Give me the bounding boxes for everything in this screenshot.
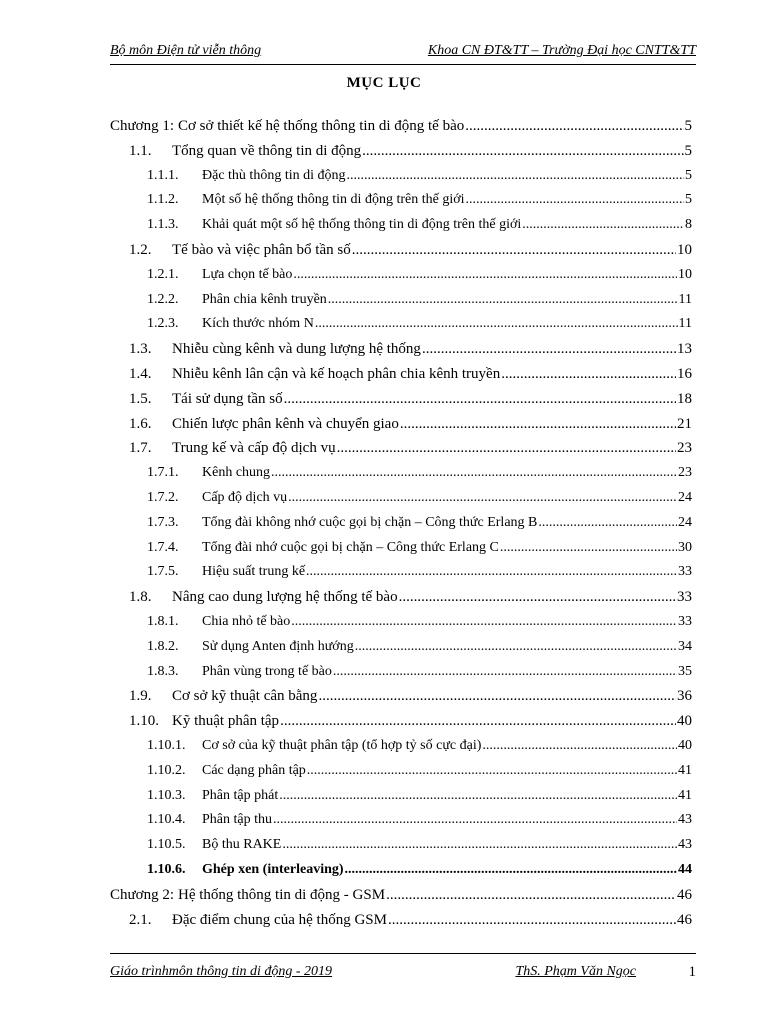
toc-entry-title: Kênh chung [202,465,271,481]
toc-entry-page: 24 [678,514,692,530]
toc-dot-leader [307,759,677,784]
toc-entry-number: 1.2.3. [147,316,179,332]
toc-entry-page: 16 [677,365,692,382]
toc-dot-leader [386,883,676,908]
toc-entry-number: 1.4. [129,365,152,382]
toc-entry-number: 1.7.4. [147,539,179,555]
toc-entry-title: Tổng đài không nhớ cuộc gọi bị chặn – Công thức Erlang B [202,514,538,530]
toc-entry[interactable] [110,709,692,734]
toc-entry-number: Chương 1: [110,118,174,134]
page-number: 1 [688,964,696,980]
toc-entry-page: 10 [677,241,692,258]
toc-entry-title: Hệ thống thông tin di động - GSM [177,886,386,903]
toc-entry-title: Tổng quan về thông tin di động [172,142,362,159]
toc-entry-title: Tổng đài nhớ cuộc gọi bị chặn – Công thức Erlang C [202,539,499,555]
toc-entry-number: 1.7.5. [147,564,179,580]
toc-dot-leader [482,734,677,759]
toc-entry-title: Nâng cao dung lượng hệ thống tế bào [172,589,398,606]
toc-entry-page: 36 [677,688,692,705]
toc-dot-leader [280,709,676,734]
toc-entry-page: 33 [678,564,692,580]
page-header [110,40,696,65]
toc-entry-title: Tế bào và việc phân bổ tần số [172,241,351,258]
toc-entry-page: 41 [678,762,692,778]
toc-entry-title: Bộ thu RAKE [202,837,282,853]
toc-dot-leader [388,908,676,933]
toc-entry-page: 5 [684,142,692,159]
toc-entry-title: Tái sử dụng tần số [172,390,283,407]
toc-entry-title: Một số hệ thống thông tin di động trên thế giới [202,192,465,208]
toc-entry[interactable] [110,263,692,288]
toc-entry-title: Kích thước nhóm N [202,316,314,332]
toc-entry[interactable] [110,412,692,437]
toc-entry-title: Ghép xen (interleaving) [202,861,344,877]
toc-entry[interactable] [110,288,692,313]
toc-entry-page: 34 [678,638,692,654]
toc-entry[interactable] [110,908,692,933]
toc-entry[interactable] [110,883,692,908]
footer-author: ThS. Phạm Văn Ngọc [515,964,636,979]
header-faculty: Khoa CN ĐT&TT – Trường Đại học CNTT&TT [427,43,696,58]
header-department: Bộ môn Điện tử viễn thông [110,43,262,58]
toc-dot-leader [306,560,677,585]
toc-entry-page: 33 [678,613,692,629]
toc-entry-number: 1.8.2. [147,638,179,654]
toc-entry-number: 1.8. [129,589,152,606]
footer-course: Giáo trìnhmôn thông tin di động - 2019 [110,964,333,979]
toc-entry[interactable] [110,833,692,858]
toc-entry-title: Chia nhỏ tế bào [202,613,291,629]
toc-entry-title: Trung kế và cấp độ dịch vụ [172,440,336,457]
toc-entry[interactable] [110,635,692,660]
toc-dot-leader [466,188,685,213]
toc-entry[interactable] [110,560,692,585]
toc-entry[interactable] [110,486,692,511]
toc-entry-number: 1.10.6. [147,861,186,877]
toc-entry[interactable] [110,188,692,213]
toc-entry-number: 1.10. [129,713,159,730]
page-footer [110,953,696,982]
toc-entry-number: Chương 2: [110,886,174,903]
toc-entry[interactable] [110,362,692,387]
toc-entry-title: Phân chia kênh truyền [202,291,327,307]
toc-entry[interactable] [110,734,692,759]
toc-dot-leader [347,164,685,189]
toc-entry-number: 1.2. [129,241,152,258]
toc-entry-title: Phân tập thu [202,812,272,828]
toc-entry-page: 35 [678,663,692,679]
toc-dot-leader [355,635,677,660]
toc-entry-title: Kỹ thuật phân tập [172,713,280,730]
toc-dot-leader [318,684,676,709]
toc-entry-page: 33 [677,589,692,606]
toc-dot-leader [293,263,677,288]
toc-dot-leader [273,808,677,833]
toc-entry[interactable] [110,536,692,561]
toc-dot-leader [500,536,677,561]
toc-dot-leader [345,858,677,883]
toc-dot-leader [465,114,683,139]
toc-entry[interactable] [110,511,692,536]
toc-entry-title: Cơ sở thiết kế hệ thống thông tin di động tế bào [177,118,465,134]
toc-entry[interactable] [110,585,692,610]
toc-entry-title: Đặc thù thông tin di động [202,167,346,183]
toc-dot-leader [271,461,677,486]
toc-entry[interactable] [110,312,692,337]
toc-entry-page: 43 [678,837,692,853]
toc-entry[interactable] [110,387,692,412]
toc-entry-title: Cơ sở của kỹ thuật phân tập (tổ hợp tỷ số cực đại) [202,737,482,753]
toc-entry-number: 1.5. [129,390,152,407]
toc-dot-leader [315,312,678,337]
toc-entry-title: Các dạng phân tập [202,762,306,778]
toc-entry-title: Hiệu suất trung kế [202,564,306,580]
toc-entry-page: 11 [678,291,692,307]
toc-entry[interactable] [110,337,692,362]
toc-dot-leader [288,486,677,511]
toc-entry-page: 46 [677,911,692,928]
toc-entry-number: 1.2.1. [147,266,179,282]
toc-entry-page: 43 [678,812,692,828]
toc-entry-number: 1.1.1. [147,167,179,183]
toc-entry-title: Khải quát một số hệ thống thông tin di động trên thế giới [202,217,522,233]
toc-dot-leader [400,412,676,437]
toc-entry-number: 1.10.5. [147,837,186,853]
toc-entry-page: 5 [684,118,692,134]
toc-dot-leader [279,784,677,809]
toc-entry-number: 1.9. [129,688,152,705]
toc-entry-page: 24 [678,489,692,505]
toc-dot-leader [333,660,677,685]
toc-entry-number: 1.2.2. [147,291,179,307]
toc-dot-leader [282,833,677,858]
toc-entry-number: 1.6. [129,415,152,432]
toc-entry-title: Chiến lược phân kênh và chuyển giao [172,415,399,432]
toc-entry-title: Nhiễu kênh lân cận và kế hoạch phân chia kênh truyền [172,365,501,382]
page-title: MỤC LỤC [346,75,422,91]
toc-entry-page: 23 [677,440,692,457]
toc-dot-leader [291,610,677,635]
toc-entry-page: 8 [685,217,692,233]
toc-dot-leader [538,511,677,536]
toc-entry-page: 40 [678,737,692,753]
toc-entry-page: 18 [677,390,692,407]
toc-entry-number: 1.7.2. [147,489,179,505]
toc-dot-leader [352,238,676,263]
toc-entry-number: 2.1. [129,911,152,928]
table-of-contents [110,114,692,932]
toc-dot-leader [422,337,676,362]
toc-entry-title: Nhiễu cùng kênh và dung lượng hệ thống [172,341,421,358]
toc-entry-page: 13 [677,341,692,358]
toc-entry[interactable] [110,610,692,635]
toc-entry-number: 1.8.3. [147,663,179,679]
toc-entry-number: 1.7.1. [147,465,179,481]
toc-entry-page: 44 [678,861,692,877]
toc-entry-page: 40 [677,713,692,730]
toc-dot-leader [522,213,684,238]
toc-entry-number: 1.7. [129,440,152,457]
toc-entry-number: 1.10.3. [147,787,186,803]
toc-entry[interactable] [110,164,692,189]
toc-entry-title: Đặc điểm chung của hệ thống GSM [172,911,387,928]
toc-entry-number: 1.8.1. [147,613,179,629]
toc-entry-number: 1.1.2. [147,192,179,208]
toc-dot-leader [399,585,676,610]
toc-entry-page: 5 [685,167,692,183]
toc-entry[interactable] [110,436,692,461]
toc-entry-title: Lựa chọn tế bào [202,266,293,282]
toc-entry[interactable] [110,858,692,883]
toc-entry[interactable] [110,808,692,833]
toc-dot-leader [337,436,676,461]
toc-entry-page: 41 [678,787,692,803]
toc-entry[interactable] [110,684,692,709]
toc-entry-title: Sử dụng Anten định hướng [202,638,354,654]
toc-entry[interactable] [110,461,692,486]
toc-entry[interactable] [110,139,692,164]
toc-dot-leader [501,362,676,387]
toc-entry-number: 1.1.3. [147,217,179,233]
toc-entry-page: 10 [678,266,692,282]
toc-entry[interactable] [110,660,692,685]
toc-entry-number: 1.3. [129,341,152,358]
toc-entry-page: 11 [678,316,692,332]
toc-entry[interactable] [110,759,692,784]
toc-entry-title: Cơ sở kỹ thuật cân bằng [172,688,318,705]
toc-entry-title: Cấp độ dịch vụ [202,489,288,505]
toc-entry-page: 5 [685,192,692,208]
toc-dot-leader [362,139,683,164]
toc-dot-leader [284,387,676,412]
toc-entry-number: 1.10.2. [147,762,186,778]
toc-entry-number: 1.7.3. [147,514,179,530]
toc-entry-title: Phân vùng trong tế bào [202,663,332,679]
toc-entry-title: Phân tập phát [202,787,279,803]
toc-entry-number: 1.10.4. [147,812,186,828]
toc-entry-number: 1.1. [129,142,152,159]
toc-entry-page: 23 [678,465,692,481]
toc-entry[interactable] [110,114,692,139]
toc-dot-leader [328,288,678,313]
toc-entry-page: 21 [677,415,692,432]
toc-entry[interactable] [110,213,692,238]
toc-entry-number: 1.10.1. [147,737,186,753]
toc-entry[interactable] [110,784,692,809]
toc-entry-page: 30 [678,539,692,555]
toc-entry-page: 46 [677,886,692,903]
toc-entry[interactable] [110,238,692,263]
